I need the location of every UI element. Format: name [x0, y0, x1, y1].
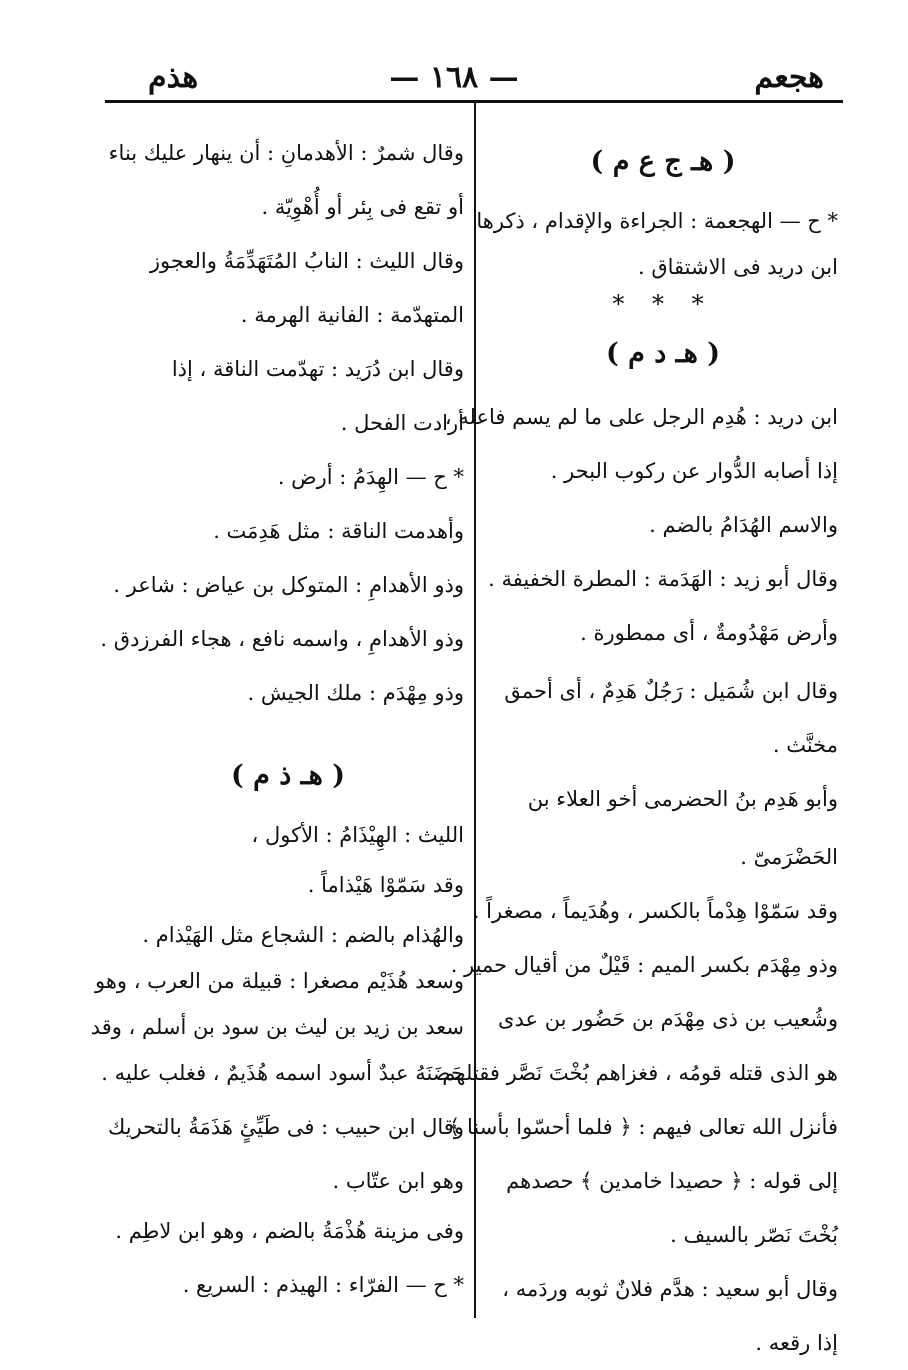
text-line: وأبو هَدِم بنُ الحضرمى أخو العلاء بن	[527, 787, 838, 811]
section-separator-stars: * * *	[612, 290, 714, 318]
text-line: والاسم الهُدَامُ بالضم .	[649, 513, 838, 537]
text-line: فأنزل الله تعالى فيهم : ﴿ فلما أحسّوا بأسنا ﴾	[448, 1115, 838, 1139]
text-line: وقال ابن حبيب : فى طَيِّئٍ هَذَمَةُ بالتحريك	[108, 1115, 464, 1139]
text-line: وهو ابن عتّاب .	[332, 1169, 464, 1193]
text-line: وقال أبو زيد : الهَدَمة : المطرة الخفيفة .	[488, 567, 838, 591]
text-line: هو الذى قتله قومُه ، فغزاهم بُخْتَ نَصَّر فقتلهم	[442, 1061, 838, 1085]
text-line: * ح — الفرّاء : الهيذم : السريع .	[182, 1273, 464, 1297]
text-line: وذو الأهدامِ : المتوكل بن عياض : شاعر .	[113, 573, 464, 597]
running-head-right: هجعم	[754, 60, 824, 95]
text-line: وشُعيب بن ذى مِهْدَم بن حَضُور بن عدى	[498, 1007, 838, 1031]
right-column	[442, 126, 838, 1370]
text-line: والهُذام بالضم : الشجاع مثل الهَيْذام .	[142, 923, 464, 947]
text-line: وقال الليث : النابُ المُتَهَدِّمَةُ والعجوز	[149, 249, 464, 273]
text-line: وقد سَمّوْا هَيْذاماً .	[307, 873, 464, 897]
text-line: المتهدّمة : الفانية الهرمة .	[240, 303, 464, 327]
text-line: وذو مِهْدَم : ملك الجيش .	[247, 681, 464, 705]
text-line: وقد سَمّوْا هِدْماً بالكسر ، وهُدَيماً ، مصغراً .	[472, 899, 838, 923]
text-line: وأهدمت الناقة : مثل هَدِمَت .	[213, 519, 464, 543]
text-line: وقال أبو سعيد : هدَّم فلانٌ ثوبه وردَمه ،	[502, 1277, 838, 1301]
text-line: وقال ابن دُرَيد : تهدّمت الناقة ، إذا	[171, 357, 464, 381]
text-line: وذو مِهْدَم بكسر الميم : قَيْلٌ من أقيال حمير .	[450, 953, 838, 977]
entry-heading-hdm: ( هـ د م )	[605, 338, 721, 369]
text-line: وقال شمرٌ : الأهدمانِ : أن ينهار عليك بناء	[108, 141, 464, 165]
left-column	[90, 126, 464, 1312]
text-line: * ح — الهجعمة : الجراءة والإقدام ، ذكرها	[476, 209, 838, 233]
running-head-left: هذم	[148, 60, 199, 95]
text-line: الحَضْرَمىّ .	[740, 845, 838, 869]
text-line: الليث : الهِيْذَامُ : الأكول ،	[251, 823, 464, 847]
text-line: * ح — الهِدَمُ : أرض .	[277, 465, 464, 489]
text-line: إلى قوله : ﴿ حصيدا خامدين ﴾ حصدهم	[506, 1169, 838, 1193]
page-number: — ١٦٨ —	[389, 60, 519, 95]
text-line: سعد بن زيد بن ليث بن سود بن أسلم ، وقد	[90, 1015, 464, 1039]
text-line: وذو الأهدامِ ، واسمه نافع ، هجاء الفرزدق .	[100, 627, 464, 651]
text-line: وسعد هُذَيْم مصغرا : قبيلة من العرب ، وهو	[94, 969, 464, 993]
entry-heading-hjem: ( هـ ج ع م )	[590, 146, 736, 177]
text-line: أرادت الفحل .	[340, 411, 464, 435]
text-line: وفى مزينة هُذْمَةُ بالضم ، وهو ابن لاطِم .	[115, 1219, 464, 1243]
entry-heading-hdhm: ( هـ ذ م )	[230, 760, 346, 791]
text-line: وقال ابن شُمَيل : رَجُلٌ هَدِمٌ ، أى أحمق	[504, 679, 838, 703]
text-line: ابن دريد : هُدِم الرجل على ما لم يسم فاعله ،	[444, 405, 838, 429]
text-line: إذا رقعه .	[755, 1331, 838, 1355]
text-line: حَضَنَهُ عبدٌ أسود اسمه هُذَيمٌ ، فغلب عليه .	[101, 1061, 464, 1085]
text-line: بُخْتَ نَصّر بالسيف .	[670, 1223, 838, 1247]
text-line: ابن دريد فى الاشتقاق .	[637, 255, 838, 279]
text-line: إذا أصابه الدُّوار عن ركوب البحر .	[550, 459, 838, 483]
text-line: أو تقع فى بِئر أو أُهْوِيّة .	[261, 195, 464, 219]
text-line: وأرض مَهْدُومةٌ ، أى ممطورة .	[580, 621, 838, 645]
text-line: مخنَّث .	[772, 733, 838, 757]
